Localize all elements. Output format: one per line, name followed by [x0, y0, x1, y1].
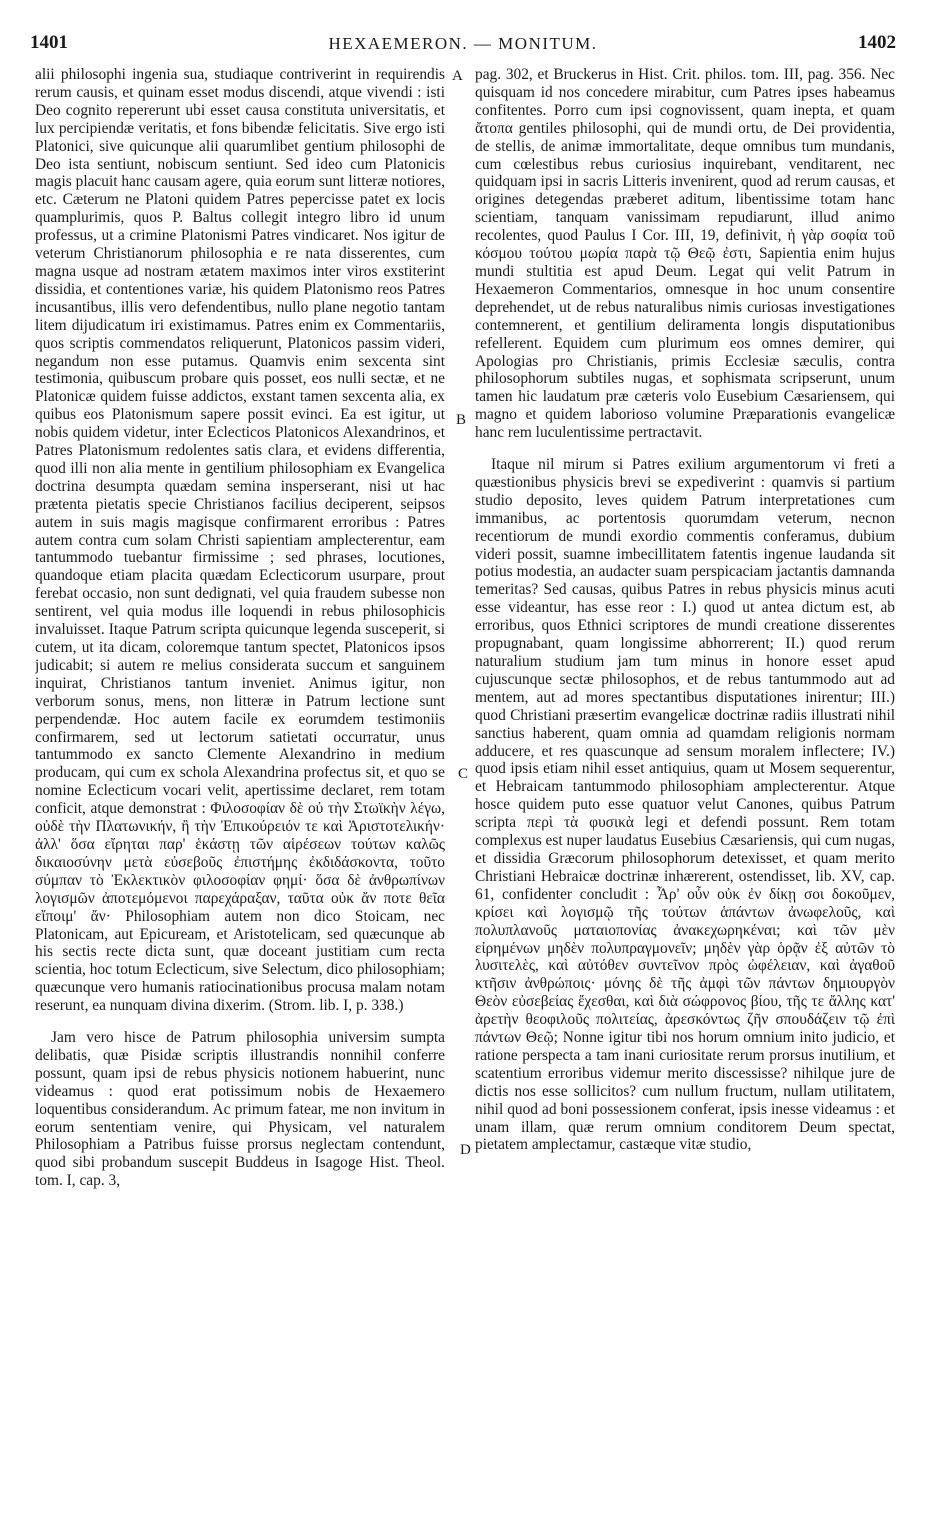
- left-paragraph-1: alii philosophi ingenia sua, studiaque contriverint in requirendis rerum causis, et quinam esset modus discendi, atque vivendi : isti Deo cognito repererunt ubi esset causa constituta universitatis, et lux percipiendæ veritatis, et fons bibendæ felicitatis. Sive ergo isti Platonici, sive quicunque alii quarumlibet gentium philosophi de Deo ista sentiunt, nobiscum sentiunt. Sed ideo cum Platonicis magis placuit hanc causam agere, quia eorum sunt litteræ notiores, etc. Cæterum ne Platoni quidem Patres pepercisse patet ex locis quamplurimis, quos P. Baltus collegit integro libro id unum professus, ut a crimine Platonismi Patres vindicaret. Nos igitur de veterum Christianorum philosophia e re nata disserentes, cum magna usque ad nostram ætatem maximos inter viros exstiterint dissidia, et contentiones variæ, his quidem Platonismo reos Patres incusantibus, illis vero defendentibus, nullo plane negotio tantam litem dijudicatum iri existimamus. Patres enim ex Commentariis, quos scriptis commendatos reliquerunt, Platonicos passim videri, negandum non esse putamus. Quamvis enim sexcenta sint testimonia, quibuscum probare quis posset, eos nulli sectæ, et ne Platonicæ quidem fuisse addictos, exstant tamen sexcenta alia, ex quibus eos Platonismum sapere possit evinci. Ea est igitur, ut nobis quidem videtur, inter Eclecticos Platonicos Alexandrinos, et Patres Platonismum redolentes satis clara, et evidens differentia, quod illi non alia mente in gentilium philosophiam ex Evangelica doctrina desumpta quædam semina insperserant, nisi ut hac prætenta pietatis specie Christianos facilius deciperent, seipsos autem in suis magis magisque confirmarent erroribus : Patres autem contra cum solam Christi sapientiam amplecterentur, eam tantummodo tuebantur firmissime ; sed phrases, locutiones, quandoque etiam placita quædam Eclecticorum usurpare, prout ferebat occasio, non sunt dedignati, vel quia fraudem subesse non sentirent, vel quia modus ille loquendi in rebus philosophicis invaluisset. Itaque Patrum scripta quicunque legenda susceperit, si cutem, ut ita dicam, coloremque tantum spectet, Platonicos ipsos judicabit; si autem re melius considerata succum et sanguinem inquirat, Christianos tantum inveniet. Animus igitur, non verborum sonus, mens, non litteræ in Patrum lectione sunt perpendendæ. Hoc autem facile ex eorumdem testimoniis confirmarem, sed ut lectorum satietati occurratur, unus tantummodo ex sancto Clemente Alexandrino in medium producam, qui cum ex schola Alexandrina profectus sit, et quo se nomine Eclecticum vocari velit, apertissime declaret, rem totam conficit, atque demonstrat : Φιλοσοφίαν δὲ οὐ τὴν Στωϊκὴν λέγω, οὐδὲ τὴν Πλατωνικήν, ἢ τὴν Ἐπικούρειόν τε καὶ Ἀριστοτελικήν· ἀλλ' ὅσα εἴρηται παρ' ἑκάστῃ τῶν αἱρέσεων τούτων καλῶς δικαιοσύνην μετὰ εὐσεβοῦς ἐπιστήμης ἐκδιδάσκοντα, τοῦτο σύμπαν τὸ Ἐκλεκτικὸν φιλοσοφίαν φημί· ὅσα δὲ ἀνθρωπίνων λογισμῶν ἀποτεμόμενοι παρεχάραξαν, ταῦτα οὐκ ἄν ποτε θεῖα εἴποιμ' ἄν· Philosophiam autem non dico Stoicam, nec Platonicam, aut Epicuream, et Aristotelicam, sed quæcunque ab his sectis recte dicta sunt, quæ doceant justitiam cum recta scientia, hoc totum Eclecticum, sive Selectum, dico philosophiam; quæcunque vero humanis ratiocinationibus procusa malam notam reserunt, ea nunquam divina dixerim. (Strom. lib. I, p. 338.): [35, 66, 445, 1015]
- right-column: [475, 66, 895, 1526]
- right-paragraph-1: pag. 302, et Bruckerus in Hist. Crit. philos. tom. III, pag. 356. Nec quisquam id nos concedere mirabitur, cum Patres ipses habeamus confitentes. Porro cum ipsi cognovissent, quam inepta, et quam ἄτοπα gentiles philosophi, qui de mundi ortu, de Dei providentia, de stellis, de animæ immortalitate, deque omnibus tum mundanis, cum cœlestibus rebus curiosius inquirebant, venditarent, nec quidquam ipsi in sacris Litteris invenirent, quod ad rerum causas, et origines detegendas præberet aditum, libentissime totam hanc scientiam, tanquam vanissimam repudiarunt, illud animo recolentes, quod Paulus I Cor. III, 19, definivit, ἡ γὰρ σοφία τοῦ κόσμου τούτου μωρία παρὰ τῷ Θεῷ ἐστι, Sapientia enim hujus mundi stultitia est apud Deum. Legat qui velit Patrum in Hexaemeron Commentarios, omnesque in hoc unum consentire deprehendet, ut de rebus naturalibus nimis curiosas investigationes contemnerent, et gentilium deliramenta longis disputationibus refellerent. Equidem cum plurimum eos omnes demirer, qui Apologias pro Christianis, primis Ecclesiæ sæculis, contra philosophorum subtiles nugas, et sophismata scripserunt, unum tamen hic laudatum præ cæteris volo Eusebium Cæsariensem, qui magno et quidem laborioso volumine Præparationis evangelicæ hanc rem luculentissime pertractavit.: [475, 66, 895, 442]
- right-paragraph-2: Itaque nil mirum si Patres exilium argumentorum vi freti a quæstionibus physicis brevi se expediverint : quamvis si partium studio deposito, leves quidem Patrum interpretationes cum immanibus, ac portentosis quorumdam veterum, necnon recentiorum de mundi exordio commentis conferamus, dubium videri possit, suamne imbecillitatem fatentis ingenue laudanda sit potius modestia, an audacter suam perspicaciam jactantis damnanda temeritas? Sed causas, quibus Patres in rebus physicis minus acuti esse videantur, has esse reor : I.) quod ut antea dictum est, ab erroribus, quos Ethnici scriptores de mundi creatione disserentes propugnabant, quam longissime abhorrerent; II.) quod rerum naturalium studium jam tum minus in honore esset apud cujuscunque sectæ philosophos, et de rebus tantummodo aut ad mentem, aut ad mores spectantibus disputationes inirentur; III.) quod Christiani præsertim evangelicæ doctrinæ radiis illustrati nihil sanctius haberent, quam omnia ad quamdam religionis normam adducere, et res quascunque ad sensum moralem inflectere; IV.) quod ipsis etiam nihil esset antiquius, quam ut Mosem sequerentur, et Hebraicam tantummodo philosophiam amplecterentur. Atque hosce quidem puto esse quatuor velut Canones, quibus Patrum scripta περὶ τὰ φυσικὰ legi et defendi possunt. Rem totam complexus est nuper laudatus Eusebius Cæsariensis, qui cum nugas, et dissidia Græcorum philosophorum detexisset, et quam merito Christiani Hebraicæ doctrinæ inhærerent, ostendisset, lib. XV, cap. 61, confidenter concludit : Ἆρ' οὖν οὐκ ἐν δίκῃ σοι δοκοῦμεν, κρίσει καὶ λογισμῷ τῆς τούτων ἁπάντων ἀνωφελοῦς, καὶ πολυπλανοῦς ματαιοπονίας ἀνακεχωρηκέναι; καὶ τῶν μὲν εἰρημένων μηδὲν πολυπραγμονεῖν; μηδὲν γὰρ ὁρᾷν ἐξ αὐτῶν τὸ λυσιτελὲς, καὶ αὐτόθεν συντεῖνον πρὸς ὠφέλειαν, καὶ ἀγαθοῦ κτῆσιν ἀνθρώποις· μόνης δὲ τῆς ἀμφὶ τῶν πάντων δημιουργὸν Θεὸν εὐσεβείας ἔχεσθαι, καὶ διὰ σώφρονος βίου, τῆς τε ἄλλης κατ' ἀρετὴν θεοφιλοῦς πολιτείας, ἀρεσκόντως ζῆν σπουδάζειν τῷ ἐπὶ πάντων Θεῷ; Nonne igitur tibi nos horum omnium inito judicio, et ratione perspecta a tam inani curiositate rerum prorsus inutilium, et scatentium erroribus videmur merito discessisse? nihilque jure de dictis nos esse sollicitos? cum nullum fructum, nullam utilitatem, nihil quod ad boni possessionem conferat, ipsis inesse videamus : et unam illam, quæ rerum omnium conditorem Deum spectat, pietatem amplectamur, castæque vitæ studio,: [475, 456, 895, 1154]
- right-page-number: 1402: [858, 32, 896, 53]
- margin-marker-d: D: [460, 1142, 471, 1158]
- running-title: HEXAEMERON. — MONITUM.: [328, 34, 598, 53]
- page-header: [30, 32, 896, 56]
- left-column: [35, 66, 445, 1526]
- margin-marker-c: C: [458, 766, 469, 782]
- margin-marker-b: B: [456, 412, 467, 428]
- left-paragraph-2: Jam vero hisce de Patrum philosophia universim sumpta delibatis, quæ Pisidæ scriptis illustrandis nonnihil conferre possunt, quam ipsi de rebus physicis notionem habuerint, nunc videamus : quod erat potissimum nobis de Hexaemero loquentibus considerandum. Ac primum fatear, me non invitum in eorum sententiam venire, qui Physicam, vel naturalem Philosophiam a Patribus fuisse prorsus neglectam contendunt, quod sibi probandum suscepit Buddeus in Isagoge Hist. Theol. tom. I, cap. 3,: [35, 1029, 445, 1190]
- left-page-number: 1401: [30, 32, 68, 53]
- margin-marker-a: A: [452, 68, 463, 84]
